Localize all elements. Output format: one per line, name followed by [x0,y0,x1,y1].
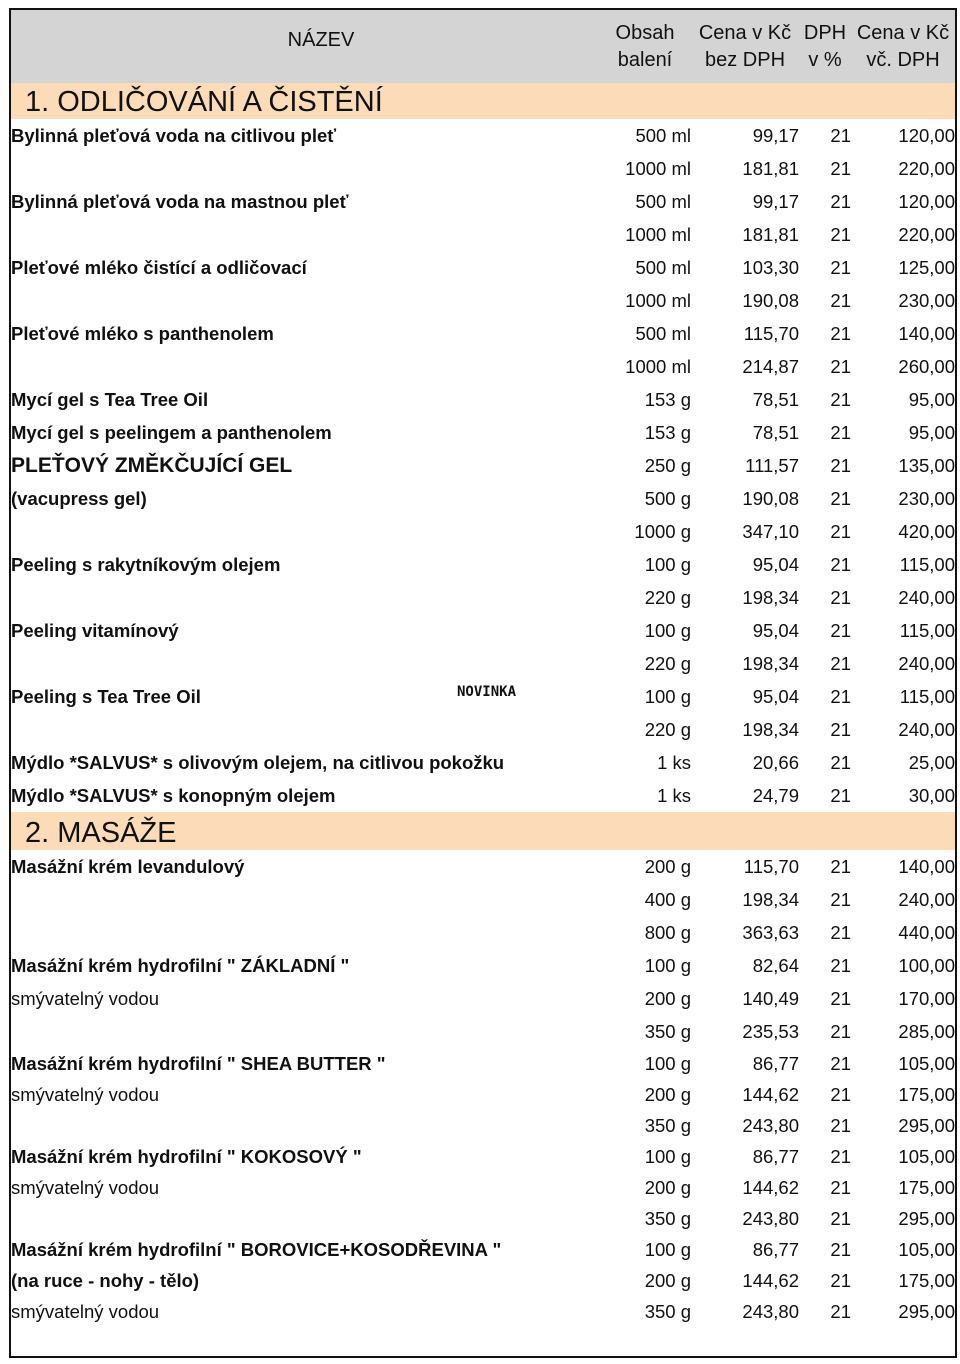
table-row [11,1172,955,1203]
price-without-vat: 82,64 [752,954,799,976]
package-size: 200 g [644,1269,691,1291]
vat-percent: 21 [830,421,851,443]
vat-percent: 21 [830,1238,851,1260]
price-with-vat: 95,00 [908,421,955,443]
vat-percent: 21 [830,652,851,674]
price-without-vat: 181,81 [742,223,799,245]
table-row [11,350,955,383]
product-name-text: Pleťové mléko s panthenolem [11,322,274,344]
table-row [11,713,955,746]
package-size: 100 g [644,685,691,707]
package-size: 220 g [644,586,691,608]
table-row [11,482,955,515]
product-name [11,949,599,982]
price-without-vat: 235,53 [742,1020,799,1042]
table-row [11,883,955,916]
vat-percent: 21 [830,487,851,509]
vat-percent: 21 [830,355,851,377]
price-with-vat: 240,00 [898,652,955,674]
vat-percent: 21 [830,751,851,773]
vat-percent: 21 [830,1145,851,1167]
package-size: 350 g [644,1207,691,1229]
price-with-vat: 175,00 [898,1176,955,1198]
price-list-sheet [9,8,957,1358]
package-size: 100 g [644,1145,691,1167]
table-row [11,218,955,251]
vat-percent: 21 [830,124,851,146]
product-name [11,883,599,916]
vat-percent: 21 [830,322,851,344]
price-without-vat: 198,34 [742,888,799,910]
table-row [11,185,955,218]
section-header [11,812,955,850]
price-with-vat: 140,00 [898,855,955,877]
table-row [11,1079,955,1110]
product-name-text: Peeling vitamínový [11,619,179,641]
table-row [11,152,955,185]
price-without-vat: 198,34 [742,718,799,740]
section-1-rows [11,119,955,812]
vat-percent: 21 [830,1269,851,1291]
vat-percent: 21 [830,586,851,608]
product-name [11,779,599,812]
package-size: 1000 ml [625,223,691,245]
package-size: 200 g [644,987,691,1009]
package-size: 250 g [644,454,691,476]
product-name-text: smývatelný vodou [11,1176,160,1198]
price-without-vat: 78,51 [752,421,799,443]
price-with-vat: 105,00 [898,1145,955,1167]
price-without-vat: 86,77 [752,1052,799,1074]
price-with-vat: 170,00 [898,987,955,1009]
price-without-vat: 198,34 [742,652,799,674]
vat-percent: 21 [830,157,851,179]
table-header [11,10,955,83]
table-row [11,1265,955,1296]
price-with-vat: 95,00 [908,388,955,410]
new-product-badge: NOVINKA [457,684,517,700]
product-name [11,982,599,1015]
price-with-vat: 115,00 [899,685,955,707]
price-with-vat: 230,00 [898,487,955,509]
product-name [11,1015,599,1048]
package-size: 220 g [644,652,691,674]
product-name-text: PLEŤOVÝ ZMĚKČUJÍCÍ GEL [11,453,293,477]
package-size: 153 g [644,388,691,410]
price-without-vat: 99,17 [752,124,799,146]
price-with-vat: 175,00 [898,1083,955,1105]
section-header [11,83,955,119]
product-name-text: Masážní krém levandulový [11,855,245,877]
product-name [11,1296,599,1327]
product-name-text: Bylinná pleťová voda na citlivou pleť [11,124,337,146]
package-size: 100 g [644,1238,691,1260]
package-size: 500 ml [635,190,691,212]
price-without-vat: 115,70 [743,322,799,344]
header-name: NÁZEV [11,10,599,83]
table-row [11,1048,955,1079]
section-title: 1. ODLIČOVÁNÍ A ČISTĚNÍ [25,86,383,118]
table-row [11,416,955,449]
package-size: 100 g [644,1052,691,1074]
price-without-vat: 243,80 [742,1114,799,1136]
product-name [11,746,599,779]
product-name [11,515,599,548]
package-size: 500 ml [635,124,691,146]
vat-percent: 21 [830,784,851,806]
price-without-vat: 24,79 [752,784,799,806]
table-row [11,1015,955,1048]
product-name-text: Mýdlo *SALVUS* s konopným olejem [11,784,336,806]
price-without-vat: 95,04 [752,553,799,575]
price-without-vat: 190,08 [742,487,799,509]
price-without-vat: 140,49 [742,987,799,1009]
price-without-vat: 190,08 [742,289,799,311]
package-size: 153 g [644,421,691,443]
price-without-vat: 111,57 [745,454,799,476]
price-without-vat: 243,80 [742,1207,799,1229]
table-row [11,119,955,152]
table-row [11,850,955,883]
package-size: 500 ml [635,256,691,278]
product-name [11,614,599,647]
product-name [11,449,599,482]
price-without-vat: 243,80 [742,1300,799,1322]
price-without-vat: 86,77 [752,1238,799,1260]
price-with-vat: 125,00 [898,256,955,278]
package-size: 100 g [644,954,691,976]
table-row [11,614,955,647]
table-row [11,1141,955,1172]
product-name-text: Peeling s Tea Tree Oil [11,685,201,707]
package-size: 200 g [644,855,691,877]
package-size: 1 ks [657,784,691,806]
vat-percent: 21 [830,1207,851,1229]
table-row [11,916,955,949]
product-name [11,416,599,449]
header-content: Obsah balení [599,10,691,83]
product-name-text: Masážní krém hydrofilní " BOROVICE+KOSODŘEVINA " [11,1238,502,1260]
price-with-vat: 285,00 [898,1020,955,1042]
vat-percent: 21 [830,1020,851,1042]
package-size: 100 g [644,619,691,641]
product-name-text: Pleťové mléko čistící a odličovací [11,256,307,278]
product-name [11,680,599,713]
vat-percent: 21 [830,921,851,943]
header-vat: DPH v % [799,10,851,83]
price-without-vat: 347,10 [742,520,799,542]
product-name [11,1048,599,1079]
product-name-text: Mycí gel s Tea Tree Oil [11,388,209,410]
vat-percent: 21 [830,888,851,910]
price-without-vat: 99,17 [752,190,799,212]
product-name-text: Mycí gel s peelingem a panthenolem [11,421,332,443]
price-with-vat: 240,00 [898,718,955,740]
price-with-vat: 120,00 [898,124,955,146]
table-row [11,251,955,284]
price-without-vat: 20,66 [752,751,799,773]
product-name [11,317,599,350]
product-name-text: Mýdlo *SALVUS* s olivovým olejem, na citlivou pokožku [11,751,505,773]
table-row [11,680,955,713]
vat-percent: 21 [830,619,851,641]
vat-percent: 21 [830,454,851,476]
product-name-text: (na ruce - nohy - tělo) [11,1269,200,1291]
table-row [11,779,955,812]
vat-percent: 21 [830,987,851,1009]
table-row [11,449,955,482]
price-without-vat: 103,30 [742,256,799,278]
package-size: 350 g [644,1114,691,1136]
price-with-vat: 220,00 [898,223,955,245]
price-without-vat: 214,87 [742,355,799,377]
price-with-vat: 295,00 [898,1300,955,1322]
table-row [11,383,955,416]
product-name [11,482,599,515]
table-row [11,746,955,779]
product-name [11,1079,599,1110]
table-row [11,548,955,581]
product-name-text: (vacupress gel) [11,487,147,509]
package-size: 100 g [644,553,691,575]
price-with-vat: 230,00 [898,289,955,311]
vat-percent: 21 [830,223,851,245]
price-table [11,10,955,1327]
price-with-vat: 420,00 [898,520,955,542]
price-without-vat: 363,63 [742,921,799,943]
section-2-rows [11,850,955,1327]
price-with-vat: 120,00 [898,190,955,212]
vat-percent: 21 [830,1176,851,1198]
package-size: 500 g [644,487,691,509]
vat-percent: 21 [830,1052,851,1074]
product-name [11,850,599,883]
price-with-vat: 25,00 [908,751,955,773]
price-with-vat: 140,00 [898,322,955,344]
table-row [11,317,955,350]
product-name-text: Bylinná pleťová voda na mastnou pleť [11,190,349,212]
product-name-text: smývatelný vodou [11,1300,160,1322]
section-title: 2. MASÁŽE [25,817,177,849]
price-with-vat: 135,00 [898,454,955,476]
price-with-vat: 30,00 [908,784,955,806]
price-with-vat: 260,00 [898,355,955,377]
package-size: 200 g [644,1176,691,1198]
product-name [11,1234,599,1265]
product-name [11,1172,599,1203]
price-with-vat: 105,00 [898,1052,955,1074]
table-row [11,982,955,1015]
package-size: 350 g [644,1020,691,1042]
table-row [11,1110,955,1141]
table-row [11,284,955,317]
vat-percent: 21 [830,1083,851,1105]
product-name-text: Masážní krém hydrofilní " KOKOSOVÝ " [11,1145,362,1167]
package-size: 1000 ml [625,355,691,377]
price-with-vat: 100,00 [898,954,955,976]
product-name-text: smývatelný vodou [11,1083,160,1105]
product-name [11,1265,599,1296]
product-name [11,383,599,416]
price-with-vat: 115,00 [899,619,955,641]
price-with-vat: 240,00 [898,586,955,608]
product-name-text: smývatelný vodou [11,987,160,1009]
price-without-vat: 198,34 [742,586,799,608]
product-name [11,581,599,614]
product-name [11,119,599,152]
price-without-vat: 115,70 [743,855,799,877]
package-size: 200 g [644,1083,691,1105]
product-name [11,284,599,317]
price-with-vat: 175,00 [898,1269,955,1291]
package-size: 220 g [644,718,691,740]
product-name-text: Masážní krém hydrofilní " ZÁKLADNÍ " [11,954,350,976]
package-size: 400 g [644,888,691,910]
price-without-vat: 144,62 [742,1083,799,1105]
vat-percent: 21 [830,1300,851,1322]
vat-percent: 21 [830,388,851,410]
price-without-vat: 78,51 [752,388,799,410]
vat-percent: 21 [830,553,851,575]
price-without-vat: 95,04 [752,685,799,707]
price-with-vat: 105,00 [898,1238,955,1260]
table-row [11,515,955,548]
price-without-vat: 144,62 [742,1176,799,1198]
price-with-vat: 220,00 [898,157,955,179]
table-row [11,949,955,982]
vat-percent: 21 [830,855,851,877]
product-name-text: Masážní krém hydrofilní " SHEA BUTTER " [11,1052,386,1074]
product-name-text: Peeling s rakytníkovým olejem [11,553,281,575]
price-without-vat: 86,77 [752,1145,799,1167]
product-name [11,185,599,218]
header-price: Cena v Kč bez DPH [691,10,799,83]
table-row [11,1203,955,1234]
product-name [11,218,599,251]
vat-percent: 21 [830,289,851,311]
vat-percent: 21 [830,954,851,976]
price-with-vat: 115,00 [899,553,955,575]
package-size: 1000 ml [625,289,691,311]
vat-percent: 21 [830,520,851,542]
product-name [11,1141,599,1172]
vat-percent: 21 [830,1114,851,1136]
package-size: 350 g [644,1300,691,1322]
product-name [11,647,599,680]
package-size: 800 g [644,921,691,943]
vat-percent: 21 [830,685,851,707]
table-row [11,647,955,680]
product-name [11,713,599,746]
product-name [11,916,599,949]
vat-percent: 21 [830,718,851,740]
price-with-vat: 295,00 [898,1207,955,1229]
product-name [11,1110,599,1141]
product-name [11,548,599,581]
price-with-vat: 440,00 [898,921,955,943]
vat-percent: 21 [830,256,851,278]
header-total: Cena v Kč vč. DPH [851,10,955,83]
table-row [11,1234,955,1265]
vat-percent: 21 [830,190,851,212]
product-name [11,152,599,185]
package-size: 500 ml [635,322,691,344]
price-without-vat: 181,81 [742,157,799,179]
package-size: 1000 g [634,520,691,542]
price-without-vat: 95,04 [752,619,799,641]
product-name [11,251,599,284]
table-row [11,1296,955,1327]
price-without-vat: 144,62 [742,1269,799,1291]
table-row [11,581,955,614]
price-with-vat: 295,00 [898,1114,955,1136]
product-name [11,350,599,383]
package-size: 1 ks [657,751,691,773]
price-with-vat: 240,00 [898,888,955,910]
package-size: 1000 ml [625,157,691,179]
product-name [11,1203,599,1234]
